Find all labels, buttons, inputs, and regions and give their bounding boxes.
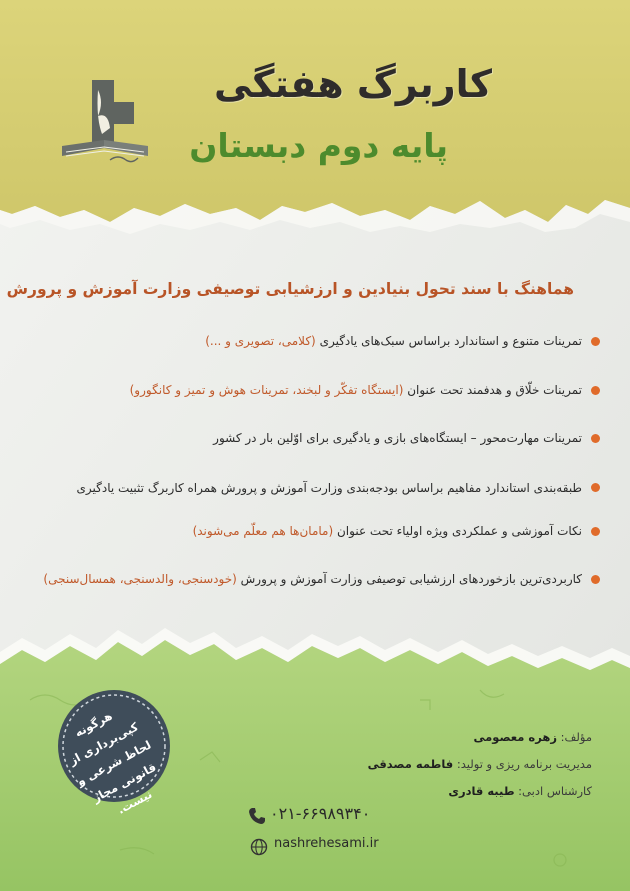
feature-text: تمرینات مهارت‌محور – ایستگاه‌های بازی و یادگیری برای اوّلین بار در کشور — [213, 431, 582, 445]
feature-item — [35, 330, 600, 352]
credit-production — [262, 755, 592, 773]
feature-item — [35, 520, 600, 542]
feature-item — [35, 476, 600, 500]
feature-item — [35, 568, 600, 590]
feature-item — [35, 427, 600, 449]
book-subtitle: پایه دوم دبستان — [189, 126, 448, 165]
phone-contact — [248, 804, 468, 828]
feature-text: طبقه‌بندی استاندارد مفاهیم براساس بودجه‌بندی وزارت آموزش و پرورش همراه کاربرگ تثبیت یادگیری — [76, 480, 582, 495]
credit-editor — [262, 782, 592, 800]
website-contact — [250, 836, 450, 858]
feature-text: تمرینات خلّاق و هدفمند تحت عنوان — [403, 382, 582, 397]
feature-text: نکات آموزشی و عملکردی ویژه اولیاء تحت عنوان — [333, 523, 582, 538]
website-url: nashrehesami.ir — [274, 836, 379, 851]
bullet-icon — [591, 434, 600, 443]
copyright-notice: هرگونه کپی‌برداری از لحاظ شرعی و قانونی مجاز نیست. — [66, 708, 159, 817]
bullet-icon — [591, 483, 600, 492]
feature-item — [35, 379, 600, 401]
credit-value: زهره معصومی — [473, 730, 557, 744]
credit-label: مؤلف: — [556, 730, 592, 744]
feature-highlight: (مامان‌ها هم معلّم می‌شوند) — [192, 523, 334, 538]
bullet-icon — [591, 527, 600, 536]
feature-text: کاربردی‌ترین بازخوردهای ارزشیابی توصیفی وزارت آموزش و پرورش — [236, 572, 582, 586]
phone-icon — [248, 807, 266, 825]
features-list — [35, 330, 600, 617]
phone-number: ۰۲۱-۶۶۹۸۹۳۴۰ — [270, 804, 371, 823]
bullet-icon — [591, 337, 600, 346]
feature-highlight: (کلامی، تصویری و ...) — [205, 334, 316, 348]
credit-value: طیبه قادری — [448, 784, 515, 798]
feature-highlight: (ایستگاه تفکّر و لبخند، تمرینات هوش و تمیز و کانگورو) — [129, 382, 404, 397]
feature-text: تمرینات متنوع و استاندارد براساس سبک‌های یادگیری — [315, 334, 582, 348]
credit-author — [262, 728, 592, 746]
globe-icon — [250, 838, 268, 856]
credit-value: فاطمه مصدقی — [367, 757, 454, 771]
feature-highlight: (خودسنجی، والدسنجی، همسال‌سنجی) — [43, 572, 237, 586]
credits — [262, 728, 592, 809]
book-title: کاربرگ هفتگی — [213, 62, 492, 106]
bullet-icon — [591, 386, 600, 395]
cover-headline: هماهنگ با سند تحول بنیادین و ارزشیابی توصیفی وزارت آموزش و پرورش — [6, 280, 574, 298]
bullet-icon — [591, 575, 600, 584]
credit-label: کارشناس ادبی: — [514, 784, 592, 798]
publisher-logo — [52, 72, 162, 172]
credit-label: مدیریت برنامه ریزی و تولید: — [453, 757, 592, 771]
